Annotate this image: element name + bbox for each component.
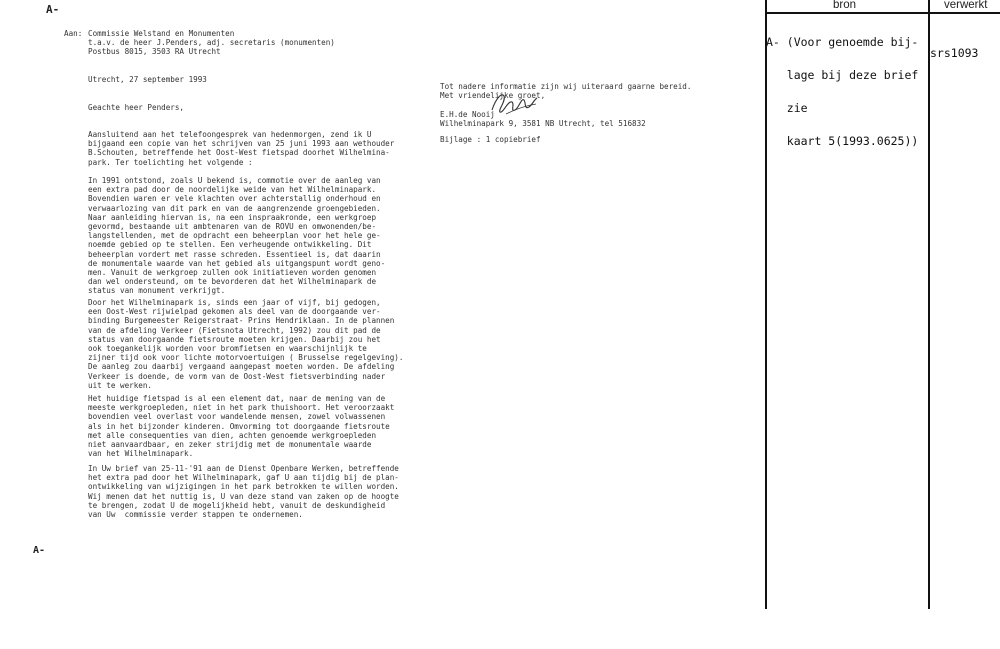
text-line: status van doorgaande fietsroute moeten krijgen. Daarbij zou het — [88, 334, 381, 344]
text-line: uit te werken. — [88, 380, 153, 390]
sender-name: E.H.de Nooij — [440, 109, 495, 119]
closing-line: Tot nadere informatie zijn wij uiteraard gaarne bereid. — [440, 82, 692, 91]
address-block — [88, 29, 335, 57]
address-label: Aan: — [64, 29, 83, 38]
paragraph-2 — [88, 176, 385, 295]
text-line: binding Burgemeester Reigerstraat- Prins Hendriklaan. In de plannen — [88, 316, 395, 326]
text-line: ook toegankelijk worden voor bromfietsen en waarschijnlijk te — [88, 343, 367, 353]
text-line: het extra pad door het Wilhelminapark, gaf U aan tijdig bij de plan- — [88, 473, 399, 483]
text-line: de monumentale waarde van het gebied als uitgangspunt wordt geno- — [88, 258, 386, 268]
text-line: een Oost-West rijwielpad gekomen als deel van de doorgaande ver- — [88, 307, 381, 317]
register-entry-line: kaart 5(1993.0625)) — [766, 134, 919, 148]
paragraph-3 — [88, 298, 403, 390]
text-line: bijgaand een copie van het schrijven van 25 juni 1993 aan wethouder — [88, 139, 395, 149]
text-line: een extra pad door de noordelijke weide van het Wilhelminapark. — [88, 185, 377, 195]
address-line: Postbus 8015, 3503 RA Utrecht — [88, 47, 221, 57]
text-line: Door het Wilhelminapark is, sinds een jaar of vijf, bij gedogen, — [88, 298, 381, 307]
text-line: B.Schouten, betreffende het Oost-West fietspad doorhet Wilhelmina- — [88, 148, 390, 158]
page-mark-top: A- — [46, 3, 60, 16]
signature-icon — [488, 88, 540, 118]
text-line: In 1991 ontstond, zoals U bekend is, commotie over de aanleg van — [88, 176, 381, 185]
text-line: meeste werkgroepleden, niet in het park thuishoort. Het veroorzaakt — [88, 403, 395, 413]
register-entry-line: lage bij deze brief — [766, 68, 919, 82]
register-header-verwerkt: verwerkt — [944, 0, 988, 11]
register-verwerkt-value: srs1093 — [930, 46, 979, 60]
paragraph-5 — [88, 464, 399, 519]
text-line: ontwikkeling van wijzigingen in het park betrokken te willen worden. — [88, 482, 399, 492]
text-line: bovendien veel overlast voor wandelende mensen, zowel volwassenen — [88, 412, 386, 422]
text-line: als in het bijzonder kinderen. Omvorming tot doorgaande fietsroute — [88, 421, 390, 431]
page-mark-bottom: A- — [33, 545, 46, 556]
text-line: van Uw commissie verder stappen te ondernemen. — [88, 509, 303, 519]
text-line: gevormd, bestaande uit ambtenaren van de ROVU en omwonenden/be- — [88, 221, 377, 231]
register-entry-line: A- (Voor genoemde bij- — [766, 35, 919, 49]
text-line: langstellenden, met de opdracht een beheerplan voor het hele ge- — [88, 231, 381, 241]
address-line: t.a.v. de heer J.Penders, adj. secretaris (monumenten) — [88, 38, 335, 48]
register-header-bron: bron — [833, 0, 857, 11]
register-entry-line: zie — [766, 101, 808, 115]
text-line: Verkeer is doende, de vorm van de Oost-West fietsverbinding nader — [88, 371, 386, 381]
text-line: De aanleg zou daarbij vergaand aangepast moeten worden. De afdeling — [88, 362, 395, 372]
register-divider-middle — [928, 0, 930, 609]
salutation: Geachte heer Penders, — [88, 103, 185, 112]
text-line: van de afdeling Verkeer (Fietsnota Utrecht, 1992) zou dit pad de — [88, 325, 381, 335]
closing-block — [440, 82, 691, 128]
text-line: status van monument verkrijgt. — [88, 286, 226, 296]
register-header-rule — [765, 12, 1000, 14]
address-line: Commissie Welstand en Monumenten — [88, 29, 235, 38]
text-line: Aansluitend aan het telefoongesprek van hedenmorgen, zend ik U — [88, 130, 372, 139]
text-line: met alle consequenties van dien, achten genoemde werkgroepleden — [88, 430, 377, 440]
letter-date: Utrecht, 27 september 1993 — [88, 75, 207, 84]
text-line: te brengen, zodat U de mogelijkheid hebt, vanuit de deskundigheid — [88, 500, 386, 510]
text-line: Bovendien waren er vele klachten over achterstallig onderhoud en — [88, 194, 381, 204]
text-line: noemde gebied op te stellen. Een verheugende ontwikkeling. Dit — [88, 240, 372, 250]
closing-line — [440, 100, 691, 109]
paragraph-4 — [88, 394, 394, 458]
text-line: niet aanvaardbaar, en zeker strijdig met de monumentale waarde — [88, 439, 372, 449]
register-entry — [766, 15, 918, 158]
text-line: park. Ter toelichting het volgende : — [88, 157, 253, 167]
text-line: zijner tijd ook voor lichte motorvoertuigen ( Brusselse regelgeving). — [88, 353, 404, 363]
attachment-note: Bijlage : 1 copiebrief — [440, 135, 541, 144]
paragraph-1 — [88, 130, 394, 167]
text-line: Het huidige fietspad is al een element dat, naar de mening van de — [88, 394, 386, 403]
text-line: van het Wilhelminapark. — [88, 449, 194, 459]
text-line: Naar aanleiding hiervan is, na een inspraakronde, een werkgroep — [88, 212, 377, 222]
text-line: verwaarlozing van dit park en van de aangrenzende groengebieden. — [88, 203, 381, 213]
text-line: men. Vanuit de werkgroep zullen ook initiatieven worden genomen — [88, 267, 377, 277]
text-line: dan wel ondersteund, om te bevorderen dat het Wilhelminapark de — [88, 277, 377, 287]
text-line: beheerplan vordert met rasse schreden. Essentieel is, dat daarin — [88, 249, 381, 259]
sender-address: Wilhelminapark 9, 3581 NB Utrecht, tel 516832 — [440, 118, 646, 128]
text-line: Wij menen dat het nuttig is, U van deze stand van zaken op de hoogte — [88, 491, 399, 501]
text-line: In Uw brief van 25-11-'91 aan de Dienst Openbare Werken, betreffende — [88, 464, 399, 473]
closing-line: Met vriendelijke groet, — [440, 91, 546, 101]
